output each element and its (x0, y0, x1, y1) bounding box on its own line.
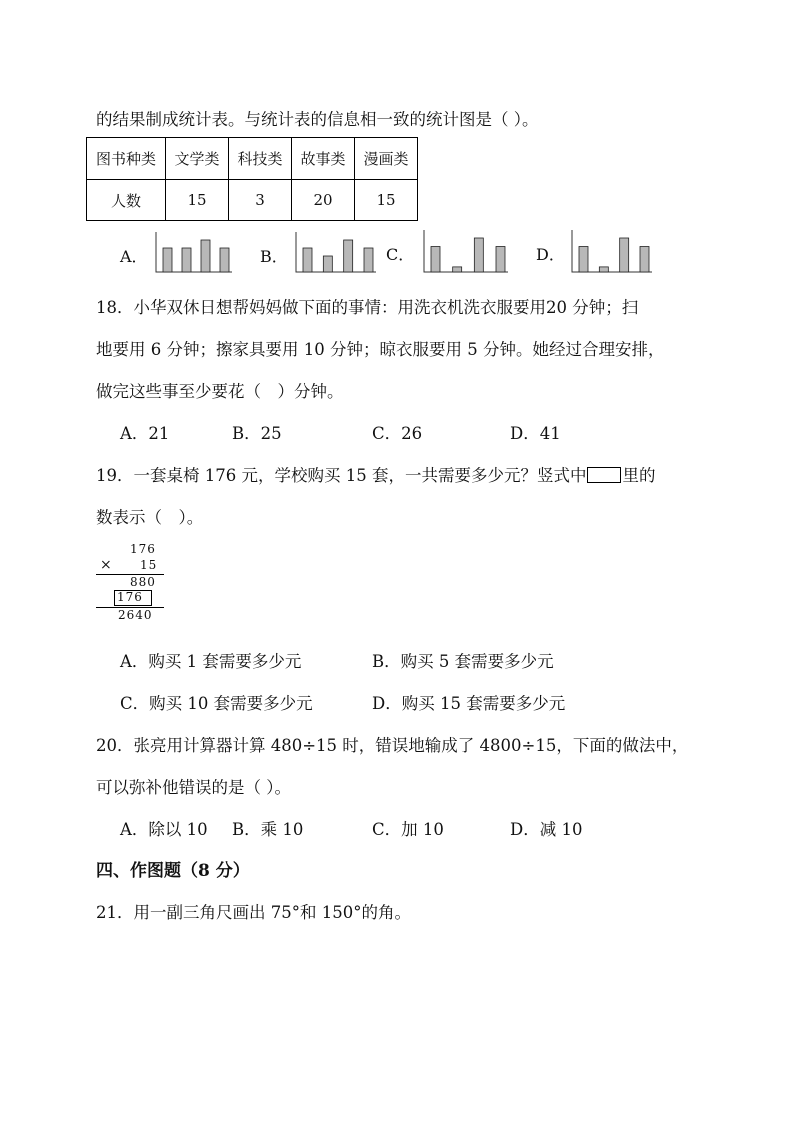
stats-header-cell: 故事类 (292, 138, 355, 180)
chart-bar (453, 267, 462, 272)
q18-line-3: 做完这些事至少要花（ ）分钟。 (96, 382, 344, 401)
chart-bar (220, 248, 229, 272)
q17-tail-text: 的结果制成统计表。与统计表的信息相一致的统计图是（ ）。 (96, 110, 539, 129)
q17-option-a[interactable] (120, 230, 240, 276)
mini-bar-chart-c (422, 228, 510, 274)
stats-table (86, 137, 418, 221)
stats-value-cell: 15 (355, 180, 418, 221)
chart-bar (431, 247, 440, 273)
chart-bar (620, 238, 629, 272)
calc-times-sign: × (100, 557, 113, 573)
stats-value-cell: 15 (166, 180, 229, 221)
chart-bar (323, 256, 332, 272)
q19-option-a[interactable]: A．购买 1 套需要多少元 (120, 652, 302, 671)
q19-line-1 (96, 462, 655, 486)
q18-option-a[interactable]: A．21 (120, 424, 170, 443)
q17-option-b[interactable] (260, 230, 390, 276)
q20-option-c[interactable]: C．加 10 (372, 820, 444, 839)
option-label: A． (120, 247, 148, 266)
q17-option-d[interactable] (536, 228, 666, 274)
q18-option-c[interactable]: C．26 (372, 424, 423, 443)
chart-bar (474, 238, 483, 272)
q20-line-2: 可以弥补他错误的是（ ）。 (96, 778, 291, 797)
calc-row-5: 2640 (118, 608, 153, 622)
q19-option-d[interactable]: D．购买 15 套需要多少元 (372, 694, 566, 713)
chart-bar (344, 240, 353, 272)
stats-value-cell: 3 (229, 180, 292, 221)
stats-header-cell: 科技类 (229, 138, 292, 180)
q18-option-d[interactable]: D．41 (510, 424, 561, 443)
mini-bar-chart-b (294, 230, 378, 274)
q19-option-b[interactable]: B．购买 5 套需要多少元 (372, 652, 554, 671)
calc-row-4: 176 (117, 590, 143, 604)
q19-line-1-end: 里的 (622, 466, 656, 485)
chart-bar (364, 248, 373, 272)
q19-line-2: 数表示（ ）。 (96, 508, 204, 527)
chart-bar (496, 247, 505, 273)
q18-line-1: 18．小华双休日想帮妈妈做下面的事情：用洗衣机洗衣服要用20 分钟；扫 (96, 298, 639, 317)
answer-box (587, 467, 621, 483)
stats-header-cell: 图书种类 (87, 138, 166, 180)
stats-header-row (87, 138, 418, 180)
calc-row-3: 880 (130, 575, 156, 589)
q17-option-c[interactable] (386, 228, 516, 274)
chart-bar (303, 248, 312, 272)
chart-bar (201, 240, 210, 272)
q20-line-1: 20．张亮用计算器计算 480÷15 时，错误地输成了 4800÷15，下面的做法中， (96, 736, 689, 755)
q21-text: 21．用一副三角尺画出 75°和 150°的角。 (96, 903, 411, 922)
stats-row-label: 人数 (87, 180, 166, 221)
chart-bar (182, 248, 191, 272)
option-label: D． (536, 245, 565, 264)
stats-value-row (87, 180, 418, 221)
chart-bar (163, 248, 172, 272)
q18-option-b[interactable]: B．25 (232, 424, 282, 443)
section-heading: 四、作图题（8 分） (96, 861, 250, 881)
q19-line-1-text: 19．一套桌椅 176 元，学校购买 15 套，一共需要多少元？竖式中 (96, 466, 587, 485)
q20-option-b[interactable]: B．乘 10 (232, 820, 304, 839)
stats-header-cell: 漫画类 (355, 138, 418, 180)
calc-row-1: 176 (130, 542, 156, 556)
q18-line-2: 地要用 6 分钟；擦家具要用 10 分钟；晾衣服要用 5 分钟。她经过合理安排， (96, 340, 665, 359)
chart-bar (579, 247, 588, 273)
q20-option-a[interactable]: A．除以 10 (120, 820, 208, 839)
q19-option-c[interactable]: C．购买 10 套需要多少元 (120, 694, 313, 713)
mini-bar-chart-d (570, 228, 654, 274)
chart-bar (599, 267, 608, 272)
option-label: C． (386, 245, 415, 264)
chart-bar (640, 247, 649, 273)
mini-bar-chart-a (154, 230, 234, 274)
stats-header-cell: 文学类 (166, 138, 229, 180)
stats-value-cell: 20 (292, 180, 355, 221)
option-label: B． (260, 247, 288, 266)
calc-row-2: 15 (140, 558, 158, 572)
q20-option-d[interactable]: D．减 10 (510, 820, 583, 839)
